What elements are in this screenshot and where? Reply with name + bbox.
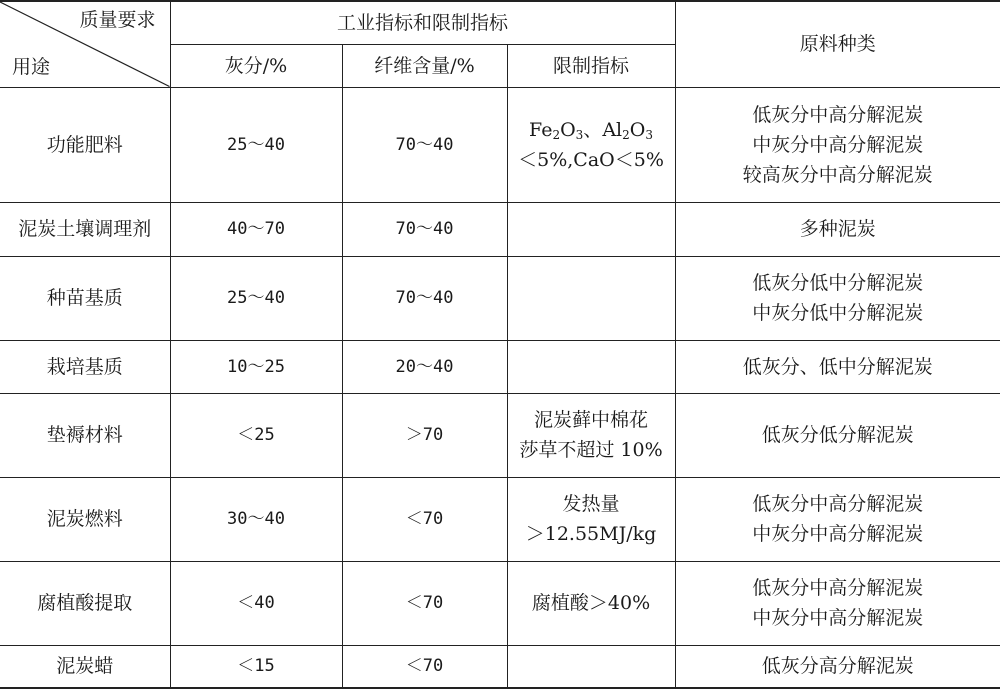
header-corner-cell	[0, 1, 170, 87]
raw-material-line: 中灰分中高分解泥炭	[752, 133, 924, 156]
chem-symbol: Al	[602, 118, 623, 141]
chem-symbol: O	[629, 118, 646, 141]
use-cell: 种苗基质	[0, 256, 170, 340]
raw-material-cell	[675, 87, 1000, 202]
raw-material-line: 低灰分高分解泥炭	[761, 655, 914, 678]
table-row	[0, 202, 1000, 256]
fiber-cell: 70～40	[342, 87, 507, 202]
raw-material-cell	[675, 340, 1000, 393]
raw-material-line: 低灰分低分解泥炭	[761, 424, 914, 446]
header-indicator-group: 工业指标和限制指标	[170, 1, 675, 44]
chem-subscript: 3	[645, 127, 653, 142]
header-raw-material: 原料种类	[675, 1, 1000, 87]
table-row	[0, 561, 1000, 645]
fiber-cell: ＜70	[342, 645, 507, 688]
raw-material-cell	[675, 393, 1000, 477]
table-row	[0, 645, 1000, 688]
limit-line: 腐植酸＞40%	[531, 592, 651, 614]
fiber-cell: ＜70	[342, 477, 507, 561]
ash-cell: ＜40	[170, 561, 342, 645]
header-limit: 限制指标	[507, 44, 675, 87]
limit-line: 发热量	[562, 493, 620, 515]
raw-material-cell	[675, 202, 1000, 256]
header-fiber: 纤维含量/%	[342, 44, 507, 87]
chem-symbol: O	[560, 118, 576, 141]
fiber-cell: 70～40	[342, 202, 507, 256]
raw-material-cell	[675, 477, 1000, 561]
raw-material-line: 中灰分中高分解泥炭	[752, 607, 924, 629]
limit-cell	[507, 645, 675, 688]
use-cell: 泥炭蜡	[0, 645, 170, 688]
raw-material-cell	[675, 645, 1000, 688]
header-quality-requirement: 质量要求	[79, 9, 156, 31]
limit-line	[508, 115, 675, 145]
table-row	[0, 393, 1000, 477]
raw-material-line: 低灰分低中分解泥炭	[752, 272, 924, 294]
ash-cell: ＜25	[170, 393, 342, 477]
use-cell: 功能肥料	[0, 87, 170, 202]
chem-subscript: 2	[622, 127, 630, 142]
fiber-cell: 20～40	[342, 340, 507, 393]
limit-line: ＞12.55MJ/kg	[525, 523, 657, 545]
use-cell: 泥炭燃料	[0, 477, 170, 561]
table-row	[0, 340, 1000, 393]
separator: 、	[583, 118, 603, 141]
raw-material-line: 低灰分中高分解泥炭	[752, 493, 924, 515]
raw-material-cell	[675, 256, 1000, 340]
chem-symbol: Fe	[529, 118, 553, 141]
fiber-cell: 70～40	[342, 256, 507, 340]
raw-material-line: 较高灰分中高分解泥炭	[742, 163, 933, 186]
table-row	[0, 87, 1000, 202]
ash-cell: 25～40	[170, 87, 342, 202]
ash-cell: ＜15	[170, 645, 342, 688]
limit-cell	[507, 87, 675, 202]
table-row	[0, 256, 1000, 340]
limit-cell	[507, 256, 675, 340]
ash-cell: 30～40	[170, 477, 342, 561]
ash-cell: 25～40	[170, 256, 342, 340]
limit-cell	[507, 561, 675, 645]
table-row	[0, 477, 1000, 561]
raw-material-line: 低灰分中高分解泥炭	[752, 103, 924, 126]
limit-cell	[507, 340, 675, 393]
use-cell: 栽培基质	[0, 340, 170, 393]
ash-cell: 10～25	[170, 340, 342, 393]
limit-line: 泥炭藓中棉花	[534, 409, 649, 431]
header-ash: 灰分/%	[170, 44, 342, 87]
fiber-cell: ＜70	[342, 561, 507, 645]
header-use: 用途	[12, 55, 51, 78]
limit-cell	[507, 477, 675, 561]
use-cell: 腐植酸提取	[0, 561, 170, 645]
ash-cell: 40～70	[170, 202, 342, 256]
raw-material-line: 中灰分低中分解泥炭	[752, 302, 924, 324]
limit-line: 莎草不超过 10%	[519, 439, 663, 461]
use-cell: 泥炭土壤调理剂	[0, 202, 170, 256]
limit-cell	[507, 202, 675, 256]
chem-subscript: 2	[552, 127, 561, 142]
limit-line: ＜5%,CaO＜5%	[518, 148, 664, 171]
limit-cell	[507, 393, 675, 477]
raw-material-line: 低灰分中高分解泥炭	[752, 577, 924, 599]
fiber-cell: ＞70	[342, 393, 507, 477]
raw-material-cell	[675, 561, 1000, 645]
raw-material-line: 多种泥炭	[799, 218, 876, 240]
raw-material-line: 中灰分中高分解泥炭	[752, 523, 924, 545]
chem-subscript: 3	[575, 127, 584, 142]
raw-material-line: 低灰分、低中分解泥炭	[742, 355, 933, 378]
use-cell: 垫褥材料	[0, 393, 170, 477]
